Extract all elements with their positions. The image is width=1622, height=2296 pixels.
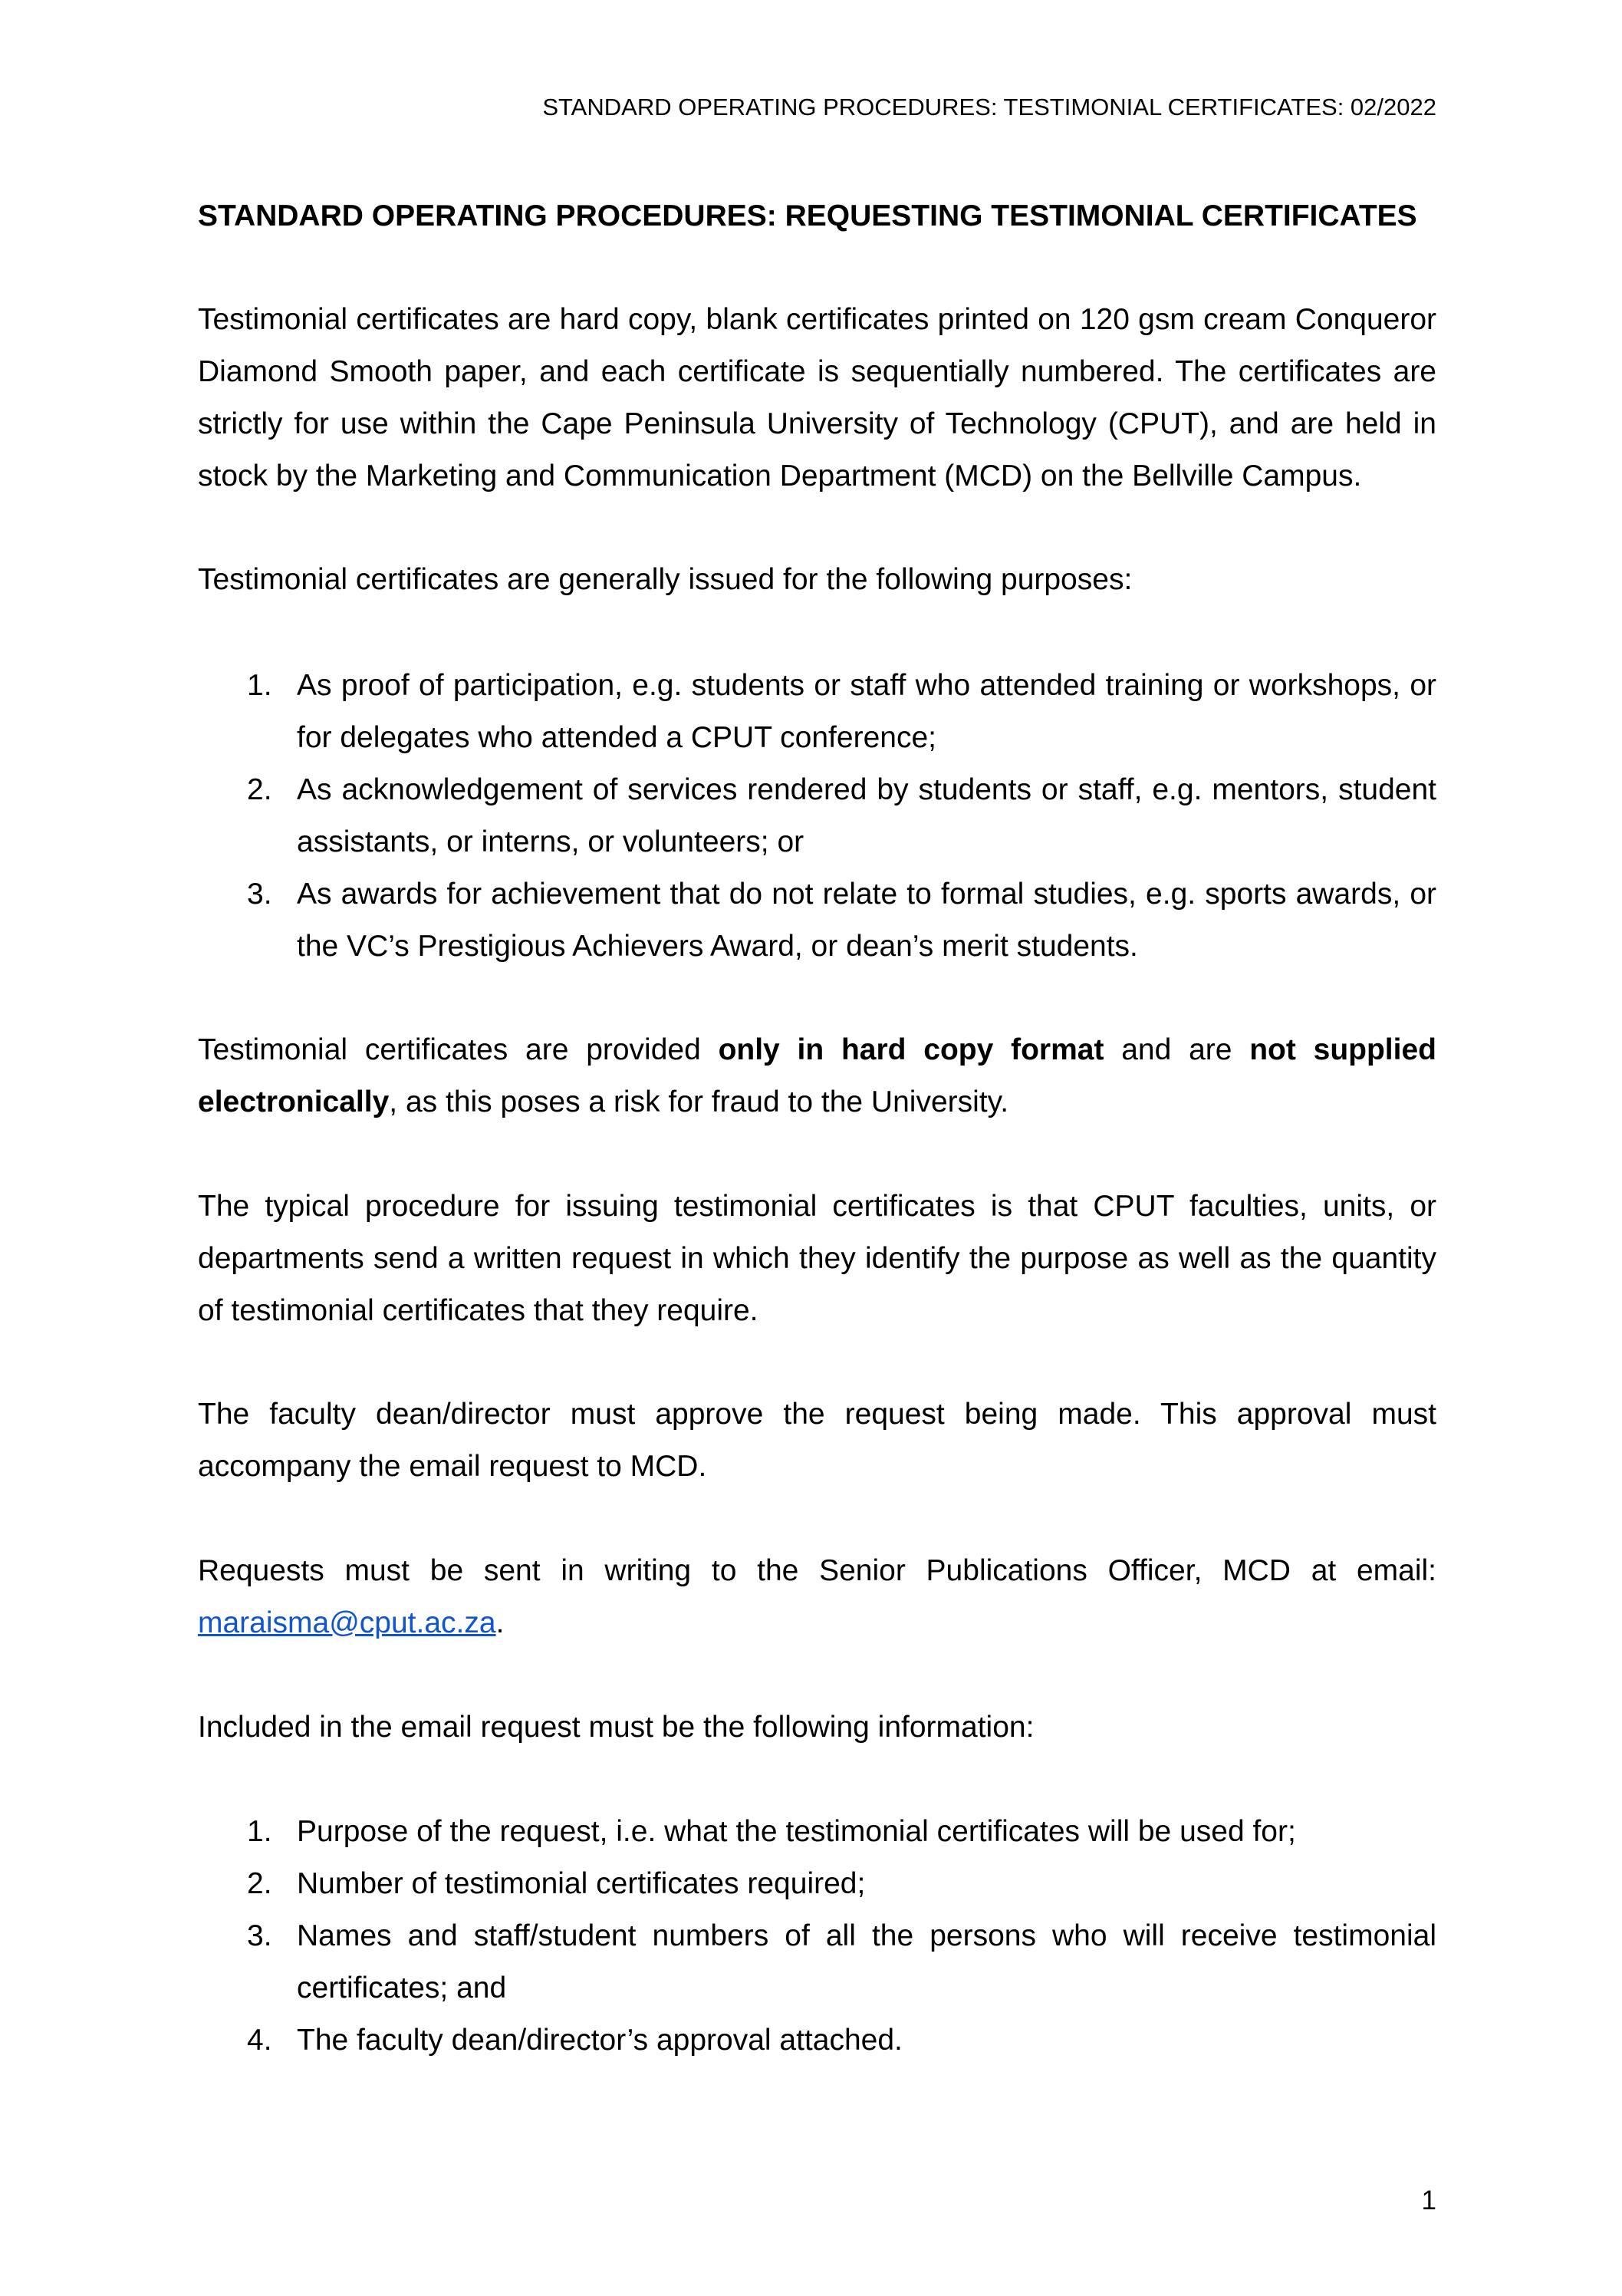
paragraph-procedure: The typical procedure for issuing testimonial certificates is that CPUT faculties, units, or departments send a written request in which they identify the purpose as well as the quantity of testimonial certificates that they require. [198, 1190, 1436, 1327]
paragraph-requests [198, 1545, 1436, 1649]
paragraph-approval: The faculty dean/director must approve the request being made. This approval must accompany the email request to MCD. [198, 1398, 1436, 1483]
bold-text: not supplied electronically [198, 1033, 1436, 1118]
list-item [198, 764, 1436, 868]
email-link[interactable]: maraisma@cput.ac.za [198, 1606, 496, 1639]
list-item [198, 1858, 1436, 1910]
list-item [198, 660, 1436, 764]
document-title: STANDARD OPERATING PROCEDURES: REQUESTING TESTIMONIAL CERTIFICATES [198, 199, 1417, 232]
page-number: 1 [1421, 2186, 1436, 2215]
list-number: 4. [247, 2024, 272, 2057]
list-text: The faculty dean/director’s approval attached. [297, 2024, 903, 2057]
paragraph-hard-copy [198, 1024, 1436, 1128]
list-number: 2. [247, 773, 272, 806]
paragraph-purposes-intro: Testimonial certificates are generally issued for the following purposes: [198, 563, 1133, 596]
list-text: Purpose of the request, i.e. what the testimonial certificates will be used for; [297, 1815, 1296, 1848]
list-number: 3. [247, 1919, 272, 1952]
text: . [495, 1606, 505, 1639]
list-item [198, 1910, 1436, 2014]
purposes-list [198, 660, 1436, 973]
text: , as this poses a risk for fraud to the University. [389, 1085, 1009, 1118]
list-number: 1. [247, 669, 272, 702]
text: Requests must be sent in writing to the Senior Publications Officer, MCD at email: [198, 1554, 1436, 1587]
list-text: As awards for achievement that do not relate to formal studies, e.g. sports awards, or the VC’s Prestigious Achievers Award, or dean’s merit students. [297, 878, 1436, 963]
paragraph-included: Included in the email request must be the following information: [198, 1711, 1035, 1744]
list-text: Names and staff/student numbers of all the persons who will receive testimonial certificates; and [297, 1919, 1436, 2004]
list-item [198, 2014, 1436, 2067]
paragraph-intro: Testimonial certificates are hard copy, blank certificates printed on 120 gsm cream Conqueror Diamond Smooth paper, and each certificate is sequentially numbered. The certificates are strictly for use within the Cape Peninsula University of Technology (CPUT), and are held in stock by the Marketing and Communication Department (MCD) on the Bellville Campus. [198, 303, 1436, 492]
list-text: As proof of participation, e.g. students or staff who attended training or workshops, or for delegates who attended a CPUT conference; [297, 669, 1436, 754]
page-header: STANDARD OPERATING PROCEDURES: TESTIMONIAL CERTIFICATES: 02/2022 [542, 94, 1436, 120]
list-number: 2. [247, 1867, 272, 1900]
list-item [198, 868, 1436, 973]
bold-text: only in hard copy format [718, 1033, 1104, 1066]
list-number: 3. [247, 878, 272, 911]
text: Testimonial certificates are provided [198, 1033, 719, 1066]
list-number: 1. [247, 1815, 272, 1848]
list-item [198, 1806, 1436, 1858]
info-list [198, 1806, 1436, 2067]
text: and are [1104, 1033, 1250, 1066]
list-text: As acknowledgement of services rendered by students or staff, e.g. mentors, student assistants, or interns, or volunteers; or [297, 773, 1436, 858]
list-text: Number of testimonial certificates required; [297, 1867, 866, 1900]
